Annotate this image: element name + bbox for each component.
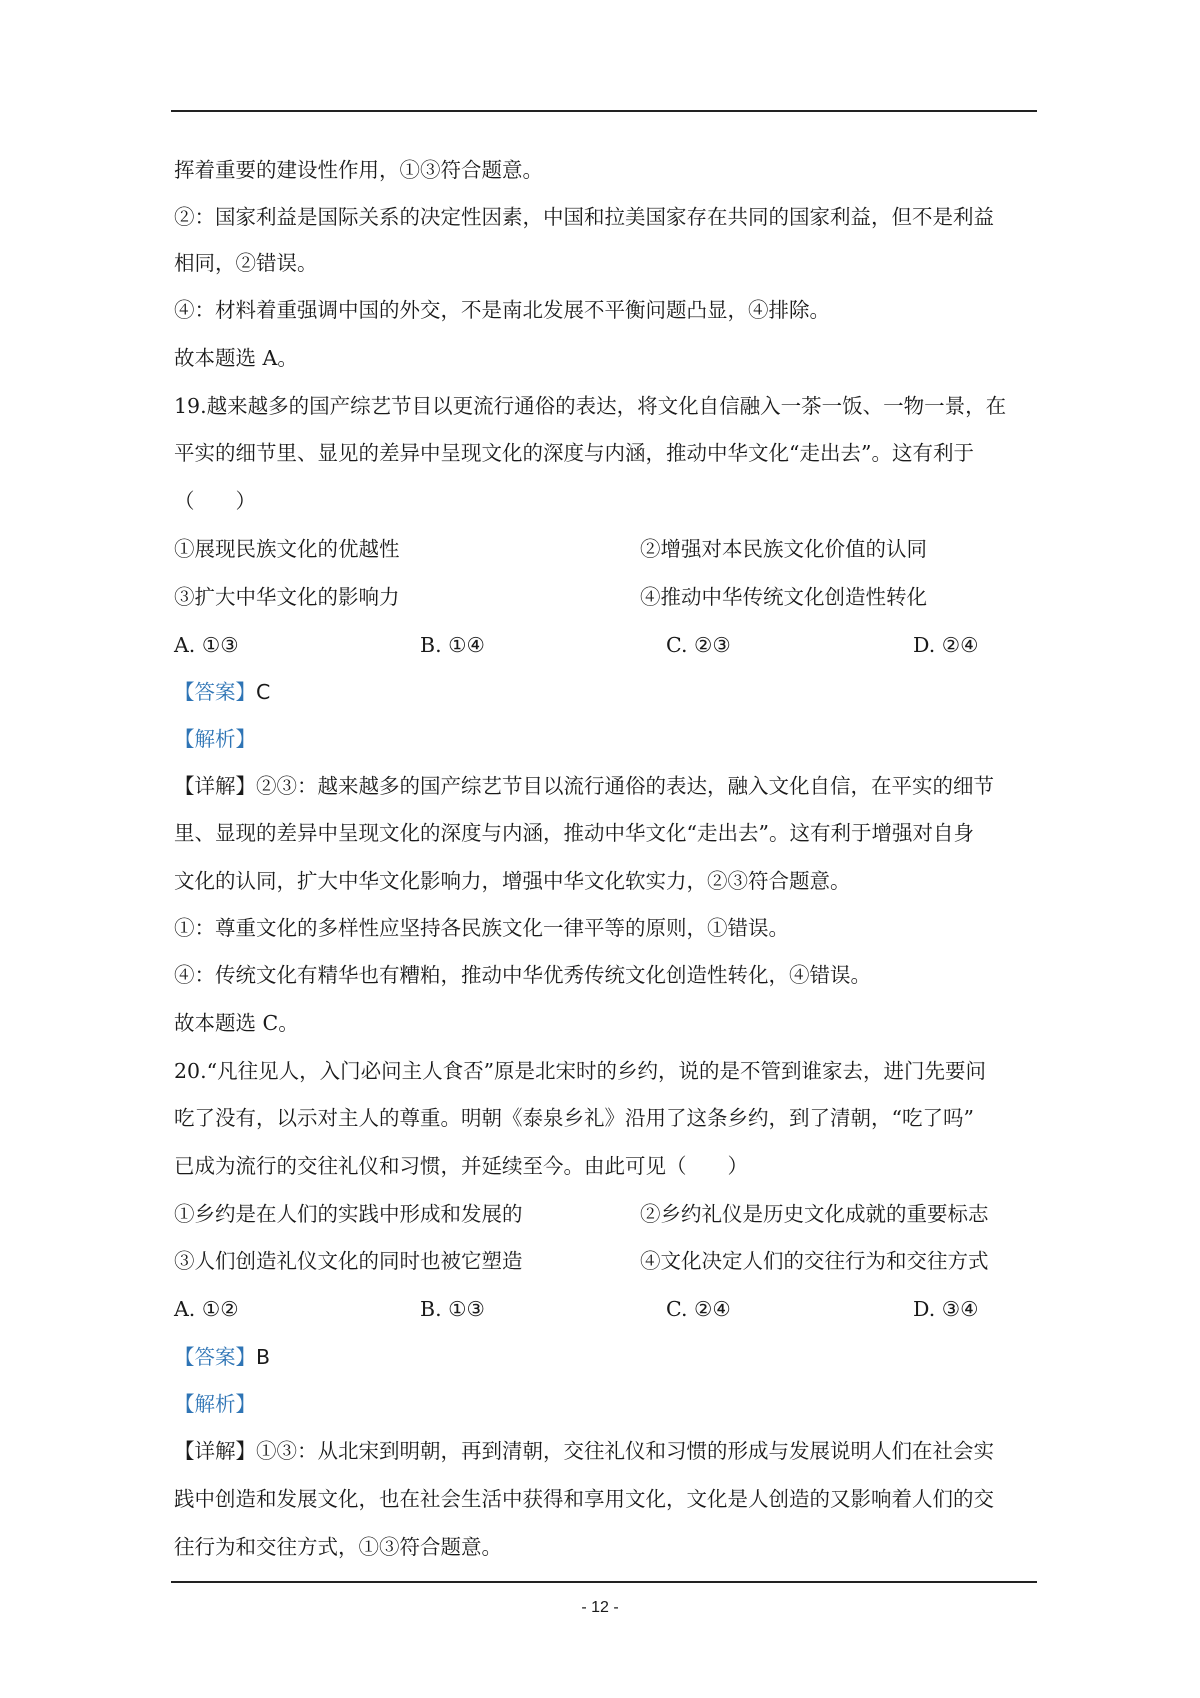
q20-stem: 吃了没有，以示对主人的尊重。明朝《泰泉乡礼》沿用了这条乡约，到了清朝，“吃了吗” [174,1106,974,1130]
analysis-tag: 【解析】 [174,727,256,751]
q19-analysis [174,726,256,752]
q20-detail: 践中创造和发展文化，也在社会生活中获得和享用文化，文化是人创造的又影响着人们的交 [174,1487,994,1511]
q19-stem: 平实的细节里、显见的差异中呈现文化的深度与内涵，推动中华文化“走出去”。这有利于 [174,441,974,465]
q20-choice-b: B. ①③ [420,1297,485,1321]
q19-item: ④推动中华传统文化创造性转化 [640,585,927,609]
q20-answer [174,1344,270,1370]
answer-value: C [256,680,271,704]
detail-text: ②③：越来越多的国产综艺节目以流行通俗的表达，融入文化自信，在平实的细节 [256,774,994,798]
detail-text: ①③：从北宋到明朝，再到清朝，交往礼仪和习惯的形成与发展说明人们在社会实 [256,1439,994,1463]
q20-choice-c: C. ②④ [666,1297,731,1321]
q19-item: ②增强对本民族文化价值的认同 [640,537,927,561]
q20-stem: 已成为流行的交往礼仪和习惯，并延续至今。由此可见（ ） [174,1154,748,1178]
continuation-line: ④：材料着重强调中国的外交，不是南北发展不平衡问题凸显，④排除。 [174,298,830,322]
q20-detail [174,1438,994,1464]
q20-choice-a: A. ①② [174,1297,239,1321]
q19-choice-b: B. ①④ [420,633,485,657]
header-rule [171,110,1037,112]
q20-item: ②乡约礼仪是历史文化成就的重要标志 [640,1202,989,1226]
q19-item: ③扩大中华文化的影响力 [174,585,400,609]
q20-analysis [174,1391,256,1417]
page-number: - 12 - [581,1599,619,1616]
q19-choice-c: C. ②③ [666,633,731,657]
q20-item: ①乡约是在人们的实践中形成和发展的 [174,1202,523,1226]
q19-item: ①展现民族文化的优越性 [174,537,400,561]
detail-tag: 【详解】 [174,774,256,798]
q20-stem: 20.“凡往见人，入门必问主人食否”原是北宋时的乡约，说的是不管到谁家去，进门先要问 [174,1059,987,1083]
q20-detail: 往行为和交往方式，①③符合题意。 [174,1535,502,1559]
q19-detail: ①：尊重文化的多样性应坚持各民族文化一律平等的原则，①错误。 [174,916,789,940]
q19-answer [174,679,270,705]
answer-tag: 【答案】 [174,1345,256,1369]
q20-item: ③人们创造礼仪文化的同时也被它塑造 [174,1249,523,1273]
q19-detail: 文化的认同，扩大中华文化影响力，增强中华文化软实力，②③符合题意。 [174,869,851,893]
q20-item: ④文化决定人们的交往行为和交往方式 [640,1249,989,1273]
q19-stem: （ ） [174,489,256,513]
continuation-line: 故本题选 A。 [174,346,298,370]
continuation-line: 挥着重要的建设性作用，①③符合题意。 [174,158,543,182]
q19-choice-a: A. ①③ [174,633,239,657]
continuation-line: ②：国家利益是国际关系的决定性因素，中国和拉美国家存在共同的国家利益，但不是利益 [174,205,994,229]
q19-detail: ④：传统文化有精华也有糟粕，推动中华优秀传统文化创造性转化，④错误。 [174,963,871,987]
q20-choice-d: D. ③④ [913,1297,979,1321]
analysis-tag: 【解析】 [174,1392,256,1416]
detail-tag: 【详解】 [174,1439,256,1463]
q19-detail: 故本题选 C。 [174,1011,299,1035]
continuation-line: 相同，②错误。 [174,251,318,275]
q19-stem: 19.越来越多的国产综艺节目以更流行通俗的表达，将文化自信融入一茶一饭、一物一景，在 [174,394,1007,418]
footer-rule [171,1581,1037,1583]
q19-detail: 里、显现的差异中呈现文化的深度与内涵，推动中华文化“走出去”。这有利于增强对自身 [174,821,974,845]
q19-choice-d: D. ②④ [913,633,979,657]
answer-value: B [256,1345,271,1369]
answer-tag: 【答案】 [174,680,256,704]
q19-detail [174,773,994,799]
